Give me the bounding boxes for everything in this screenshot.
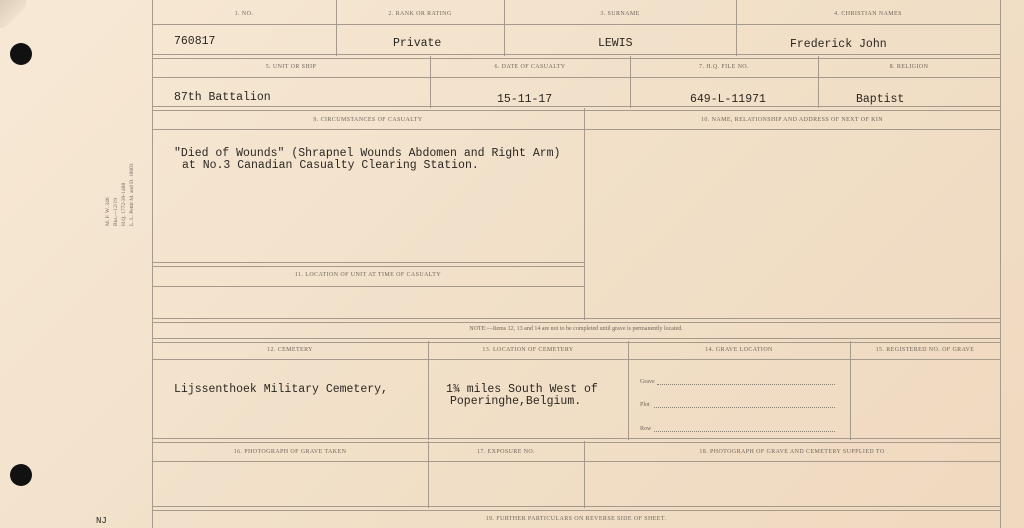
row-label: Row <box>640 426 652 432</box>
photo-supplied-label: 18. PHOTOGRAPH OF GRAVE AND CEMETERY SUPPLIED TO <box>699 449 885 455</box>
rule <box>152 506 1000 511</box>
rule <box>428 341 429 440</box>
punch-hole-bottom <box>10 464 32 486</box>
christian-names-label: 4. CHRISTIAN NAMES <box>834 11 902 17</box>
rule <box>152 359 1000 360</box>
rule <box>504 0 505 56</box>
rule <box>152 286 584 287</box>
religion-value: Baptist <box>856 93 905 106</box>
row-dotted-line <box>654 431 835 432</box>
date-value: 15-11-17 <box>497 93 553 106</box>
rule <box>152 262 584 267</box>
cemetery-location-line1: 1¾ miles South West of <box>446 383 598 396</box>
next-of-kin-label: 10. NAME, RELATIONSHIP AND ADDRESS OF NEXT OF KIN <box>701 117 883 123</box>
hq-file-label: 7. H.Q. FILE NO. <box>699 64 749 70</box>
cemetery-location-line2: Poperinghe,Belgium. <box>450 395 582 408</box>
cemetery-label: 12. CEMETERY <box>267 347 313 353</box>
exposure-no-label: 17. EXPOSURE NO. <box>476 449 536 455</box>
rule <box>336 0 337 56</box>
rule <box>152 438 1000 443</box>
rule <box>152 106 1000 111</box>
punch-hole-top <box>10 43 32 65</box>
no-label: 1. NO. <box>234 11 254 17</box>
further-particulars-label: 19. FURTHER PARTICULARS ON REVERSE SIDE OF SHEET. <box>485 516 667 522</box>
unit-label: 5. UNIT OR SHIP <box>265 64 317 70</box>
unit-value: 87th Battalion <box>174 91 271 104</box>
circumstances-label: 9. CIRCUMSTANCES OF CASUALTY <box>313 117 423 123</box>
rule <box>736 0 737 56</box>
christian-names-value: Frederick John <box>790 38 887 51</box>
torn-corner <box>0 0 26 28</box>
margin-line: H.Q. 1772-39-1488 <box>121 182 127 226</box>
location-of-cemetery-label: 13. LOCATION OF CEMETERY <box>482 347 574 353</box>
rule <box>628 341 629 440</box>
plot-label: Plot <box>640 402 650 408</box>
rule <box>152 54 1000 59</box>
religion-label: 8. RELIGION <box>889 64 929 70</box>
rule <box>152 77 1000 78</box>
margin-print <box>104 163 136 226</box>
photo-taken-label: 16. PHOTOGRAPH OF GRAVE TAKEN <box>233 449 347 455</box>
cemetery-value: Lijssenthoek Military Cemetery, <box>174 383 388 396</box>
margin-line: Bks.—12/19 <box>113 198 119 226</box>
note-text: NOTE:—Items 12, 13 and 14 are not to be completed until grave is permanently located. <box>469 326 683 332</box>
rule <box>152 461 1000 462</box>
location-of-unit-label: 11. LOCATION OF UNIT AT TIME OF CASUALTY <box>294 272 442 278</box>
surname-value: LEWIS <box>598 37 633 50</box>
rule <box>850 341 851 440</box>
grave-location-label: 14. GRAVE LOCATION <box>705 347 773 353</box>
circumstances-line2: at No.3 Canadian Casualty Clearing Station. <box>182 159 479 172</box>
hq-file-value: 649-L-11971 <box>690 93 766 106</box>
registered-no-label: 15. REGISTERED NO. OF GRAVE <box>875 347 975 353</box>
surname-label: 3. SURNAME <box>600 11 640 17</box>
initials: NJ <box>96 516 107 526</box>
rule <box>584 108 585 320</box>
frame-right <box>1000 0 1001 528</box>
rank-value: Private <box>393 37 442 50</box>
date-label: 6. DATE OF CASUALTY <box>494 64 566 70</box>
rank-label: 2. RANK OR RATING <box>388 11 452 17</box>
margin-line: M. F. W. 346 <box>105 197 111 226</box>
rule <box>152 24 1000 25</box>
margin-line: L. L. Pettit M. and D. 10003 <box>129 163 135 226</box>
rule <box>152 318 1000 323</box>
rule <box>152 338 1000 343</box>
rule <box>152 129 1000 130</box>
circumstances-line1: "Died of Wounds" (Shrapnel Wounds Abdomen and Right Arm) <box>174 147 561 160</box>
grave-dotted-line <box>657 384 835 385</box>
service-number: 760817 <box>174 35 216 48</box>
plot-dotted-line <box>654 407 835 408</box>
grave-label: Grave <box>640 379 655 385</box>
